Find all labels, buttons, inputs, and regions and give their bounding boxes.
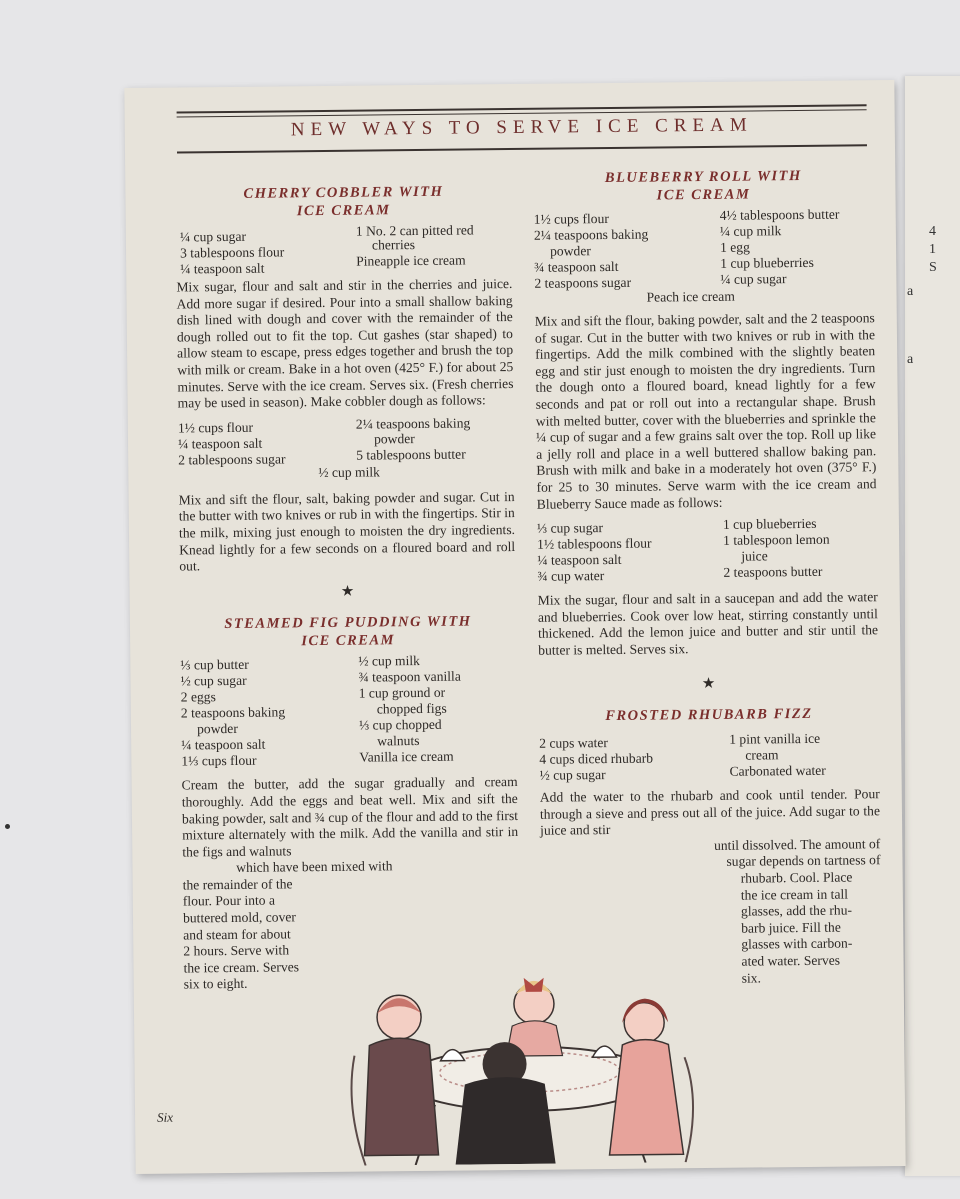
recipe-method-continued: rhubarb. Cool. Place the ice cream in tall glasses, add the rhu- barb juice. Fill the glasses with carbon- ated water. Serves six. [740,869,853,986]
recipe-method: Cream the butter, add the sugar gradually and cream thoroughly. Add the eggs and beat well. Mix and sift the baking powder, salt and ¾ cup of the flour and add to the first mixture alternately with the milk. Add the vanilla and stir in the figs and walnuts [181,774,519,860]
recipe-title: FROSTED RHUBARB FIZZ [605,705,813,725]
ingredient-list: ⅓ cup butter ½ cup sugar 2 eggs 2 teaspoons baking powder ¼ teaspoon salt 1⅓ cups flour ½ cup milk ¾ teaspoon vanilla 1 cup ground or chopped figs ⅓ cup chopped walnuts Vanilla ice cream [180,653,461,769]
recipe-method: Mix the sugar, flour and salt in a saucepan and add the water and blueberries. Cook over low heat, stirring constantly until thickened. Add the lemon juice and butter and stir until the butter is melted. Serves six. [537,589,879,658]
recipe-title: STEAMED FIG PUDDING WITH ICE CREAM [224,613,472,650]
recipe-method: Mix and sift the flour, salt, baking powder and sugar. Cut in the butter with two knives or rub in with the fingertips. Stir in the milk, mixing just enough to moisten the dry ingredients. Knead lightly for a few seconds on a floured board and roll out. [178,488,516,574]
recipe-title: BLUEBERRY ROLL WITH ICE CREAM [604,167,802,204]
recipe-method: Add the water to the rhubarb and cook until tender. Pour through a sieve and press out all of the juice. Add sugar to the juice and stir [539,786,881,839]
ingredient-list: 2 cups water 4 cups diced rhubarb ½ cup sugar 1 pint vanilla ice cream Carbonated water [539,730,826,783]
star-divider: ★ [340,583,355,600]
ingredient-list: ¼ cup sugar 3 tablespoons flour ¼ teaspoon salt 1 No. 2 can pitted red cherries Pineapple ice cream [179,222,474,277]
recipe-method-continued: until dissolved. The amount of sugar depends on tartness of [713,836,881,870]
page-header: NEW WAYS TO SERVE ICE CREAM [290,114,753,141]
speck [5,824,10,829]
header-rule-bottom [177,144,867,153]
page-number: Six [157,1109,174,1125]
recipe-method: Mix and sift the flour, baking powder, salt and the 2 teaspoons of sugar. Cut in the butter with two knives or rub in with the fingertips. Add the milk combined with the slightly beaten egg and stir just enough to moisten the dry ingredients. Turn the dough onto a floured board, knead lightly for a few seconds and pat or roll out into a rectangular shape. Brush with melted butter, cover with the blueberries and sprinkle the ¼ cup of sugar and a few grains salt over the top. Roll up like a jelly roll and place in a well buttered shallow baking pan. Brush with milk and bake in a moderately hot oven (375° F.) for 25 to 30 minutes. Serve warm with the ice cream and Blueberry Sauce made as follows: [534,310,877,512]
right-column [533,166,882,989]
booklet-page [124,80,905,1174]
left-column [175,182,519,994]
recipe-method: Mix sugar, flour and salt and stir in the cherries and juice. Add more sugar if desired. Pour into a small shallow baking dish lined with dough and cover with the remainder of the dough rolled out to fit the top. Cut gashes (star shaped) to allow steam to escape, press edges together and brush the top with milk or cream. Bake in a hot oven (425° F.) for about 25 minutes. Serve with the ice cream. Serves six. (Fresh cherries may be used in season). Make cobbler dough as follows: [176,276,514,411]
ingredient-list: ⅓ cup sugar 1½ tablespoons flour ¼ teaspoon salt ¾ cup water 1 cup blueberries 1 tablespoon lemon juice 2 teaspoons butter [536,515,830,584]
next-page-mark: 4 [929,224,936,239]
recipe-title: CHERRY COBBLER WITH ICE CREAM [243,183,444,220]
star-divider: ★ [701,675,716,692]
ingredient-list: 1½ cups flour 2¼ teaspoons baking powder ¾ teaspoon salt 2 teaspoons sugar 4½ tablespoons butter ¼ cup milk 1 egg 1 cup blueberries ¼ cup sugar Peach ice cream [533,206,840,305]
children-ice-cream-illustration [344,962,706,1166]
ingredient-list: 1½ cups flour ¼ teaspoon salt 2 tablespoons sugar 2¼ teaspoons baking powder 5 tablespoons butter ½ cup milk [177,415,471,480]
next-page-mark: a [907,284,914,299]
recipe-method-continued: which have been mixed with the remainder of the flour. Pour into a buttered mold, cover and steam for about 2 hours. Serve with the ice cream. Serves six to eight. [182,858,393,992]
next-page-mark: 1 [929,242,936,257]
next-page-mark: a [907,352,914,367]
next-page-mark: S [929,260,937,275]
next-page-edge [905,76,960,1176]
